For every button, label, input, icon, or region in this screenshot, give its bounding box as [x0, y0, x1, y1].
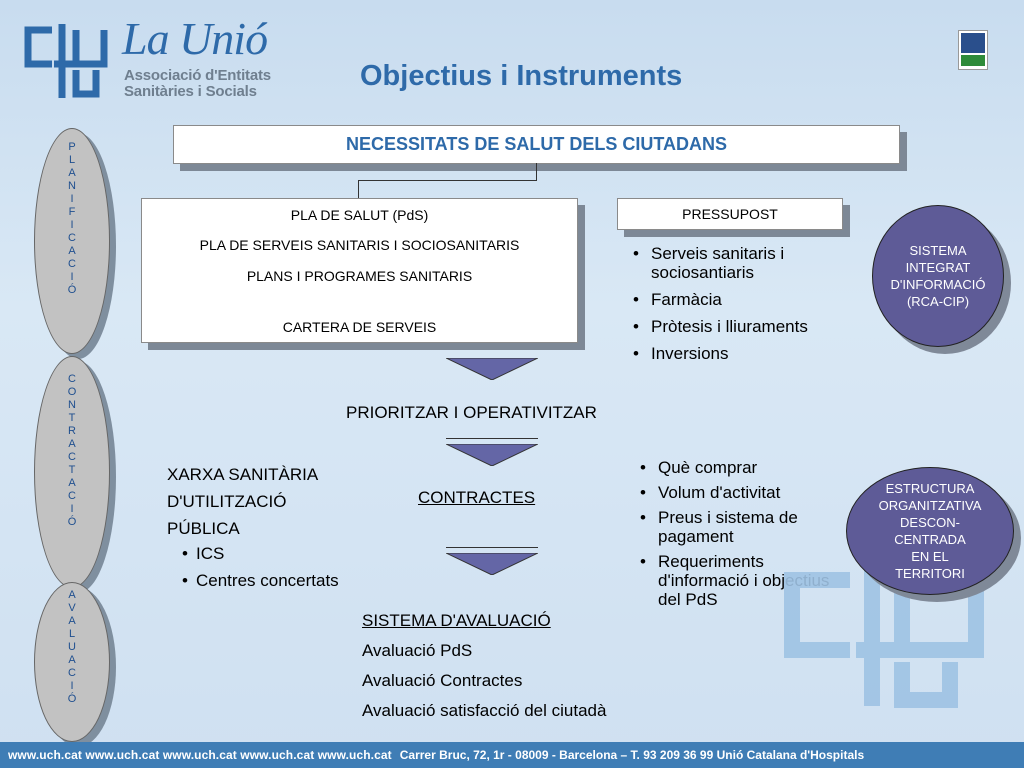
list-item: • Què comprar: [638, 458, 838, 477]
network-list: [180, 540, 339, 594]
side-letter: A: [68, 167, 76, 179]
side-letter: A: [68, 438, 76, 450]
footer-urls[interactable]: www.uch.cat www.uch.cat www.uch.cat www.uch.cat www.uch.cat: [8, 748, 392, 762]
info-system-circle: SISTEMA INTEGRAT D'INFORMACIÓ (RCA-CIP): [872, 205, 1004, 347]
list-item: • Volum d'activitat: [638, 483, 838, 502]
plan-line-3: PLANS I PROGRAMES SANITARIS: [246, 268, 473, 284]
budget-box: [617, 198, 843, 230]
arrow-divider: [446, 547, 538, 548]
certification-badge-icon: [958, 30, 988, 70]
planificacio-ellipse: [34, 128, 110, 354]
list-item: • Requeriments d'informació i objectius del PdS: [638, 552, 838, 609]
side-letter: U: [68, 641, 76, 653]
side-letter: I: [70, 193, 74, 205]
plan-box: [141, 198, 578, 343]
side-letter: T: [68, 412, 76, 424]
structure-circle: ESTRUCTURA ORGANITZATIVA DESCON- CENTRADA EN EL TERRITORI: [846, 467, 1014, 595]
arrow-divider: [446, 438, 538, 439]
side-letter: C: [68, 232, 76, 244]
evaluation-item: Avaluació PdS: [362, 641, 473, 660]
side-letter: Ó: [67, 516, 77, 528]
side-letter: P: [68, 141, 76, 153]
contracts-label: CONTRACTES: [418, 488, 536, 507]
evaluation-block: [362, 606, 606, 726]
list-item: • Pròtesis i lliuraments: [631, 317, 861, 336]
down-arrow-icon: [446, 358, 538, 380]
budget-list: [631, 244, 861, 371]
network-block: XARXA SANITÀRIA D'UTILITZACIÓ PÚBLICA: [167, 465, 319, 538]
connector-line: [358, 180, 536, 181]
list-item: • Inversions: [631, 344, 861, 363]
side-letter: A: [68, 654, 76, 666]
side-letter: I: [70, 271, 74, 283]
side-letter: N: [68, 180, 76, 192]
side-letter: T: [68, 464, 76, 476]
page-title: Objectius i Instruments: [360, 60, 683, 92]
side-letter: I: [70, 503, 74, 515]
side-letter: V: [68, 602, 76, 614]
logo-title: La Unió: [122, 13, 268, 64]
evaluation-item: Avaluació satisfacció del ciutadà: [362, 701, 607, 720]
la-unio-logo-icon: [18, 20, 114, 102]
side-letter: L: [68, 154, 76, 166]
evaluation-item: Avaluació Contractes: [362, 671, 523, 690]
budget-box-label: PRESSUPOST: [682, 206, 778, 222]
side-letter: A: [68, 245, 76, 257]
footer-address: Carrer Bruc, 72, 1r - 08009 - Barcelona – T. 93 209 36 99 Unió Catalana d'Hospitals: [399, 748, 865, 762]
side-letter: A: [68, 589, 76, 601]
down-arrow-icon: [446, 444, 538, 466]
list-item: • Serveis sanitaris i sociosantiaris: [631, 244, 861, 282]
footer-bar: [0, 742, 1024, 768]
logo-subtitle: Associació d'Entitats Sanitàries i Socials: [124, 67, 271, 100]
side-letter: O: [67, 386, 77, 398]
list-item: • Farmàcia: [631, 290, 861, 309]
side-letter: L: [68, 628, 76, 640]
side-letter: C: [68, 373, 76, 385]
needs-box-label: NECESSITATS DE SALUT DELS CIUTADANS: [345, 134, 727, 154]
side-letter: C: [68, 451, 76, 463]
plan-line-4: CARTERA DE SERVEIS: [282, 319, 437, 335]
connector-line: [536, 163, 537, 181]
needs-box: [173, 125, 900, 164]
avaluacio-ellipse: [34, 582, 110, 742]
list-item: • ICS: [180, 540, 339, 567]
connector-line: [358, 180, 359, 198]
side-letter: C: [68, 490, 76, 502]
evaluation-title: SISTEMA D'AVALUACIÓ: [362, 611, 551, 630]
side-letter: I: [70, 680, 74, 692]
side-letter: I: [70, 219, 74, 231]
down-arrow-icon: [446, 553, 538, 575]
list-item: • Centres concertats: [180, 567, 339, 594]
side-letter: Ó: [67, 693, 77, 705]
side-letter: Ó: [67, 284, 77, 296]
contractacio-ellipse: [34, 356, 110, 588]
list-item: • Preus i sistema de pagament: [638, 508, 838, 546]
prioritize-label: PRIORITZAR I OPERATIVITZAR: [346, 403, 597, 422]
plan-line-1: PLA DE SALUT (PdS): [290, 207, 429, 223]
side-letter: C: [68, 258, 76, 270]
plan-line-2: PLA DE SERVEIS SANITARIS I SOCIOSANITARIS: [199, 237, 520, 253]
side-letter: F: [68, 206, 76, 218]
side-letter: A: [68, 615, 76, 627]
side-letter: R: [68, 425, 76, 437]
side-letter: C: [68, 667, 76, 679]
side-letter: A: [68, 477, 76, 489]
side-letter: N: [68, 399, 76, 411]
